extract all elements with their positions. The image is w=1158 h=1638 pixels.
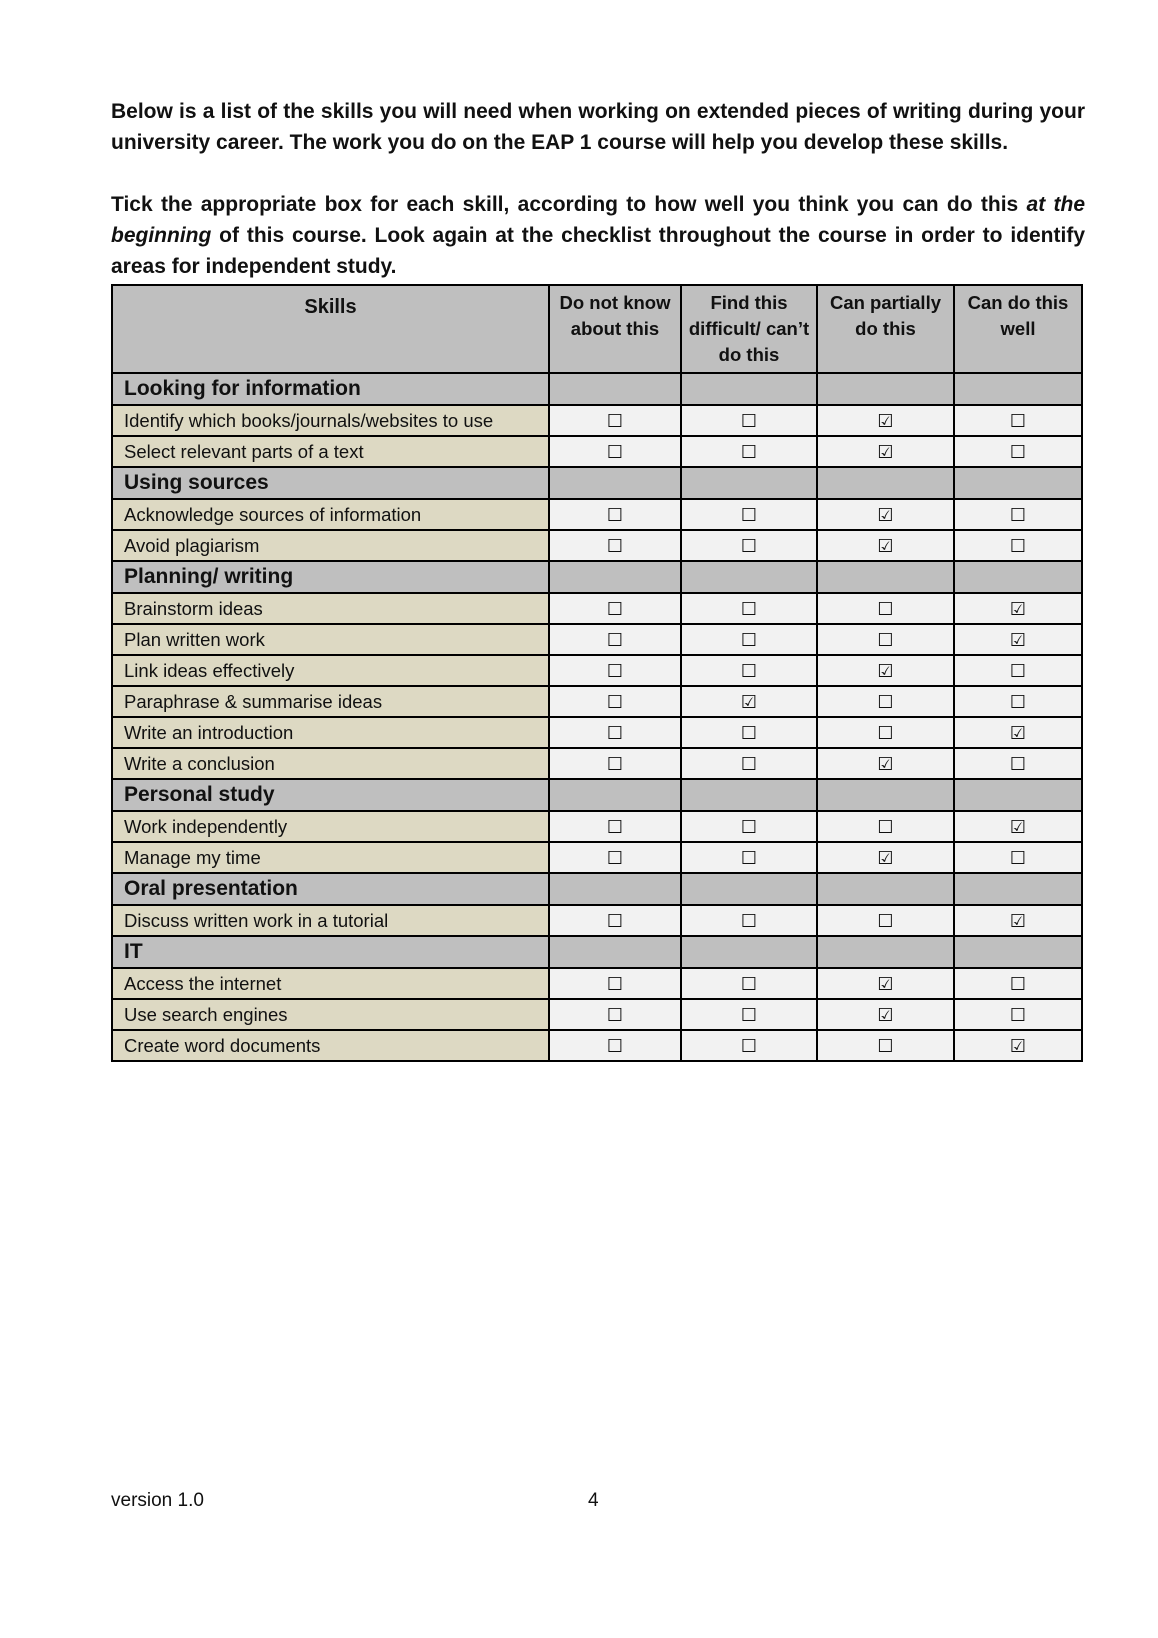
rating-cell-do-not-know xyxy=(549,905,681,936)
rating-cell-can-partially xyxy=(817,593,954,624)
checkbox-icon[interactable]: ☐ xyxy=(1009,973,1027,995)
section-empty-cell xyxy=(549,873,681,905)
header-do-not-know: Do not know about this xyxy=(549,285,681,373)
rating-cell-can-do-well xyxy=(954,905,1082,936)
checkbox-icon[interactable]: ☐ xyxy=(877,910,894,932)
rating-cell-do-not-know xyxy=(549,593,681,624)
checkbox-icon[interactable]: ☐ xyxy=(606,691,624,713)
rating-cell-can-do-well xyxy=(954,624,1082,655)
rating-cell-can-do-well xyxy=(954,499,1082,530)
rating-cell-can-do-well xyxy=(954,405,1082,436)
rating-cell-can-partially xyxy=(817,905,954,936)
checkbox-icon[interactable]: ☐ xyxy=(740,816,758,838)
rating-cell-can-do-well xyxy=(954,655,1082,686)
checkbox-icon[interactable]: ☐ xyxy=(877,691,894,713)
section-empty-cell xyxy=(817,373,954,405)
rating-cell-can-do-well xyxy=(954,686,1082,717)
section-row xyxy=(112,561,1082,593)
table-row xyxy=(112,811,1082,842)
page-content xyxy=(111,96,1085,1062)
rating-cell-find-difficult xyxy=(681,717,817,748)
rating-cell-find-difficult xyxy=(681,748,817,779)
rating-cell-do-not-know xyxy=(549,499,681,530)
checkbox-icon[interactable]: ☐ xyxy=(606,1035,624,1057)
rating-cell-find-difficult xyxy=(681,499,817,530)
skill-label: Paraphrase & summarise ideas xyxy=(112,686,549,717)
checkbox-icon[interactable]: ☐ xyxy=(606,410,624,432)
section-empty-cell xyxy=(817,873,954,905)
checkbox-icon[interactable]: ☐ xyxy=(740,660,758,682)
checkbox-icon[interactable]: ☐ xyxy=(1009,504,1027,526)
rating-cell-can-partially xyxy=(817,748,954,779)
checkbox-icon[interactable]: ☐ xyxy=(740,1035,758,1057)
checkbox-icon[interactable]: ☐ xyxy=(1009,410,1027,432)
skills-table-body xyxy=(112,373,1082,1061)
section-empty-cell xyxy=(817,467,954,499)
rating-cell-can-partially xyxy=(817,686,954,717)
section-empty-cell xyxy=(817,936,954,968)
checkbox-icon[interactable]: ☐ xyxy=(606,535,624,557)
skill-label: Work independently xyxy=(112,811,549,842)
checkbox-icon[interactable]: ☐ xyxy=(606,504,624,526)
checkbox-icon[interactable]: ☐ xyxy=(606,753,624,775)
checkbox-icon[interactable]: ☐ xyxy=(740,504,758,526)
checkbox-icon[interactable]: ☐ xyxy=(740,629,758,651)
skill-label: Discuss written work in a tutorial xyxy=(112,905,549,936)
skill-label: Manage my time xyxy=(112,842,549,873)
section-empty-cell xyxy=(954,779,1082,811)
section-title: Planning/ writing xyxy=(112,561,549,593)
checkbox-icon[interactable]: ☐ xyxy=(606,598,624,620)
section-empty-cell xyxy=(954,373,1082,405)
checkbox-icon[interactable]: ☐ xyxy=(740,410,758,432)
footer-page-number: 4 xyxy=(588,1490,599,1511)
rating-cell-do-not-know xyxy=(549,405,681,436)
checkbox-icon[interactable]: ☐ xyxy=(740,910,758,932)
checkbox-icon[interactable]: ☐ xyxy=(1009,441,1027,463)
checked-checkbox-icon[interactable]: ☑ xyxy=(740,691,758,713)
rating-cell-do-not-know xyxy=(549,999,681,1030)
skill-label: Write an introduction xyxy=(112,717,549,748)
checked-checkbox-icon[interactable]: ☑ xyxy=(1009,722,1027,744)
rating-cell-can-do-well xyxy=(954,717,1082,748)
checkbox-icon[interactable]: ☐ xyxy=(606,1004,624,1026)
rating-cell-can-do-well xyxy=(954,811,1082,842)
header-can-partially: Can partially do this xyxy=(817,285,954,373)
table-header-row xyxy=(112,285,1082,373)
checkbox-icon[interactable]: ☐ xyxy=(606,973,624,995)
table-row xyxy=(112,748,1082,779)
header-skills: Skills xyxy=(112,285,549,373)
rating-cell-do-not-know xyxy=(549,717,681,748)
rating-cell-can-partially xyxy=(817,1030,954,1061)
table-row xyxy=(112,905,1082,936)
table-row xyxy=(112,717,1082,748)
checked-checkbox-icon[interactable]: ☑ xyxy=(877,973,894,995)
rating-cell-can-partially xyxy=(817,968,954,999)
rating-cell-can-partially xyxy=(817,811,954,842)
skill-label: Create word documents xyxy=(112,1030,549,1061)
rating-cell-can-partially xyxy=(817,842,954,873)
header-can-do-well: Can do this well xyxy=(954,285,1082,373)
section-row xyxy=(112,873,1082,905)
section-title: IT xyxy=(112,936,549,968)
section-empty-cell xyxy=(954,561,1082,593)
checked-checkbox-icon[interactable]: ☑ xyxy=(877,441,894,463)
rating-cell-find-difficult xyxy=(681,436,817,467)
rating-cell-find-difficult xyxy=(681,999,817,1030)
section-empty-cell xyxy=(817,779,954,811)
intro-p2-emphasis: at the beginning xyxy=(111,193,1086,247)
table-row xyxy=(112,842,1082,873)
rating-cell-can-partially xyxy=(817,999,954,1030)
checkbox-icon[interactable]: ☐ xyxy=(877,722,894,744)
rating-cell-can-partially xyxy=(817,499,954,530)
rating-cell-can-do-well xyxy=(954,968,1082,999)
rating-cell-do-not-know xyxy=(549,686,681,717)
section-empty-cell xyxy=(681,561,817,593)
checkbox-icon[interactable]: ☐ xyxy=(877,629,894,651)
section-empty-cell xyxy=(817,561,954,593)
checked-checkbox-icon[interactable]: ☑ xyxy=(877,660,894,682)
rating-cell-find-difficult xyxy=(681,842,817,873)
skill-label: Avoid plagiarism xyxy=(112,530,549,561)
rating-cell-find-difficult xyxy=(681,811,817,842)
rating-cell-do-not-know xyxy=(549,811,681,842)
skill-label: Brainstorm ideas xyxy=(112,593,549,624)
rating-cell-can-do-well xyxy=(954,1030,1082,1061)
checked-checkbox-icon[interactable]: ☑ xyxy=(877,410,894,432)
checked-checkbox-icon[interactable]: ☑ xyxy=(1009,1035,1027,1057)
rating-cell-do-not-know xyxy=(549,748,681,779)
checkbox-icon[interactable]: ☐ xyxy=(606,722,624,744)
section-title: Oral presentation xyxy=(112,873,549,905)
intro-p2-start: Tick the appropriate box for each skill, according to how well you think you can do this xyxy=(111,193,1027,216)
checked-checkbox-icon[interactable]: ☑ xyxy=(877,1004,894,1026)
skill-label: Access the internet xyxy=(112,968,549,999)
section-empty-cell xyxy=(681,467,817,499)
checkbox-icon[interactable]: ☐ xyxy=(740,973,758,995)
checked-checkbox-icon[interactable]: ☑ xyxy=(1009,629,1027,651)
checked-checkbox-icon[interactable]: ☑ xyxy=(877,753,894,775)
checkbox-icon[interactable]: ☐ xyxy=(606,441,624,463)
section-title: Using sources xyxy=(112,467,549,499)
checked-checkbox-icon[interactable]: ☑ xyxy=(877,535,894,557)
section-empty-cell xyxy=(681,936,817,968)
section-empty-cell xyxy=(549,779,681,811)
section-empty-cell xyxy=(681,779,817,811)
checkbox-icon[interactable]: ☐ xyxy=(740,722,758,744)
checkbox-icon[interactable]: ☐ xyxy=(740,1004,758,1026)
rating-cell-do-not-know xyxy=(549,436,681,467)
section-row xyxy=(112,936,1082,968)
checked-checkbox-icon[interactable]: ☑ xyxy=(1009,910,1027,932)
table-row xyxy=(112,499,1082,530)
intro-paragraph-1: Below is a list of the skills you will need when working on extended pieces of writing during your university career. The work you do on the EAP 1 course will help you develop these skills. xyxy=(111,100,1085,154)
rating-cell-can-do-well xyxy=(954,436,1082,467)
checkbox-icon[interactable]: ☐ xyxy=(1009,691,1027,713)
table-row xyxy=(112,624,1082,655)
rating-cell-do-not-know xyxy=(549,530,681,561)
skill-label: Plan written work xyxy=(112,624,549,655)
rating-cell-can-partially xyxy=(817,436,954,467)
checkbox-icon[interactable]: ☐ xyxy=(606,910,624,932)
rating-cell-do-not-know xyxy=(549,624,681,655)
section-empty-cell xyxy=(549,936,681,968)
checked-checkbox-icon[interactable]: ☑ xyxy=(1009,598,1027,620)
rating-cell-find-difficult xyxy=(681,655,817,686)
rating-cell-do-not-know xyxy=(549,842,681,873)
checkbox-icon[interactable]: ☐ xyxy=(877,816,894,838)
section-empty-cell xyxy=(954,873,1082,905)
skills-checklist-table xyxy=(111,284,1083,1062)
rating-cell-can-do-well xyxy=(954,842,1082,873)
section-empty-cell xyxy=(954,936,1082,968)
rating-cell-can-do-well xyxy=(954,748,1082,779)
section-empty-cell xyxy=(549,561,681,593)
table-row xyxy=(112,999,1082,1030)
table-row xyxy=(112,530,1082,561)
checkbox-icon[interactable]: ☐ xyxy=(740,535,758,557)
table-row xyxy=(112,686,1082,717)
skill-label: Identify which books/journals/websites to use xyxy=(112,405,549,436)
skill-label: Acknowledge sources of information xyxy=(112,499,549,530)
rating-cell-do-not-know xyxy=(549,655,681,686)
rating-cell-do-not-know xyxy=(549,968,681,999)
section-row xyxy=(112,467,1082,499)
section-empty-cell xyxy=(549,467,681,499)
section-empty-cell xyxy=(681,373,817,405)
checkbox-icon[interactable]: ☐ xyxy=(877,1035,894,1057)
rating-cell-find-difficult xyxy=(681,905,817,936)
intro-p2-end: of this course. Look again at the checklist throughout the course in order to identify areas for independent study. xyxy=(111,224,1085,278)
section-empty-cell xyxy=(954,467,1082,499)
checked-checkbox-icon[interactable]: ☑ xyxy=(877,847,894,869)
checkbox-icon[interactable]: ☐ xyxy=(606,816,624,838)
rating-cell-can-do-well xyxy=(954,593,1082,624)
checkbox-icon[interactable]: ☐ xyxy=(1009,1004,1027,1026)
checkbox-icon[interactable]: ☐ xyxy=(1009,660,1027,682)
checkbox-icon[interactable]: ☐ xyxy=(740,441,758,463)
section-title: Personal study xyxy=(112,779,549,811)
rating-cell-can-partially xyxy=(817,717,954,748)
checkbox-icon[interactable]: ☐ xyxy=(606,660,624,682)
checked-checkbox-icon[interactable]: ☑ xyxy=(877,504,894,526)
checkbox-icon[interactable]: ☐ xyxy=(1009,535,1027,557)
rating-cell-find-difficult xyxy=(681,405,817,436)
rating-cell-find-difficult xyxy=(681,624,817,655)
checked-checkbox-icon[interactable]: ☑ xyxy=(1009,816,1027,838)
rating-cell-can-partially xyxy=(817,405,954,436)
rating-cell-find-difficult xyxy=(681,593,817,624)
table-row xyxy=(112,1030,1082,1061)
rating-cell-can-do-well xyxy=(954,999,1082,1030)
rating-cell-can-do-well xyxy=(954,530,1082,561)
checkbox-icon[interactable]: ☐ xyxy=(1009,753,1027,775)
table-row xyxy=(112,593,1082,624)
skill-label: Link ideas effectively xyxy=(112,655,549,686)
checkbox-icon[interactable]: ☐ xyxy=(606,629,624,651)
rating-cell-can-partially xyxy=(817,655,954,686)
rating-cell-find-difficult xyxy=(681,530,817,561)
section-title: Looking for information xyxy=(112,373,549,405)
table-row xyxy=(112,436,1082,467)
table-row xyxy=(112,968,1082,999)
checkbox-icon[interactable]: ☐ xyxy=(740,753,758,775)
section-empty-cell xyxy=(681,873,817,905)
checkbox-icon[interactable]: ☐ xyxy=(740,598,758,620)
skill-label: Select relevant parts of a text xyxy=(112,436,549,467)
intro-paragraph-2 xyxy=(111,189,1085,282)
checkbox-icon[interactable]: ☐ xyxy=(606,847,624,869)
section-empty-cell xyxy=(549,373,681,405)
rating-cell-do-not-know xyxy=(549,1030,681,1061)
checkbox-icon[interactable]: ☐ xyxy=(1009,847,1027,869)
rating-cell-can-partially xyxy=(817,530,954,561)
rating-cell-can-partially xyxy=(817,624,954,655)
rating-cell-find-difficult xyxy=(681,1030,817,1061)
header-find-difficult: Find this difficult/ can’t do this xyxy=(681,285,817,373)
table-row xyxy=(112,655,1082,686)
rating-cell-find-difficult xyxy=(681,968,817,999)
footer-version: version 1.0 xyxy=(111,1490,204,1511)
table-row xyxy=(112,405,1082,436)
skill-label: Write a conclusion xyxy=(112,748,549,779)
checkbox-icon[interactable]: ☐ xyxy=(740,847,758,869)
section-row xyxy=(112,373,1082,405)
checkbox-icon[interactable]: ☐ xyxy=(877,598,894,620)
section-row xyxy=(112,779,1082,811)
rating-cell-find-difficult xyxy=(681,686,817,717)
skill-label: Use search engines xyxy=(112,999,549,1030)
